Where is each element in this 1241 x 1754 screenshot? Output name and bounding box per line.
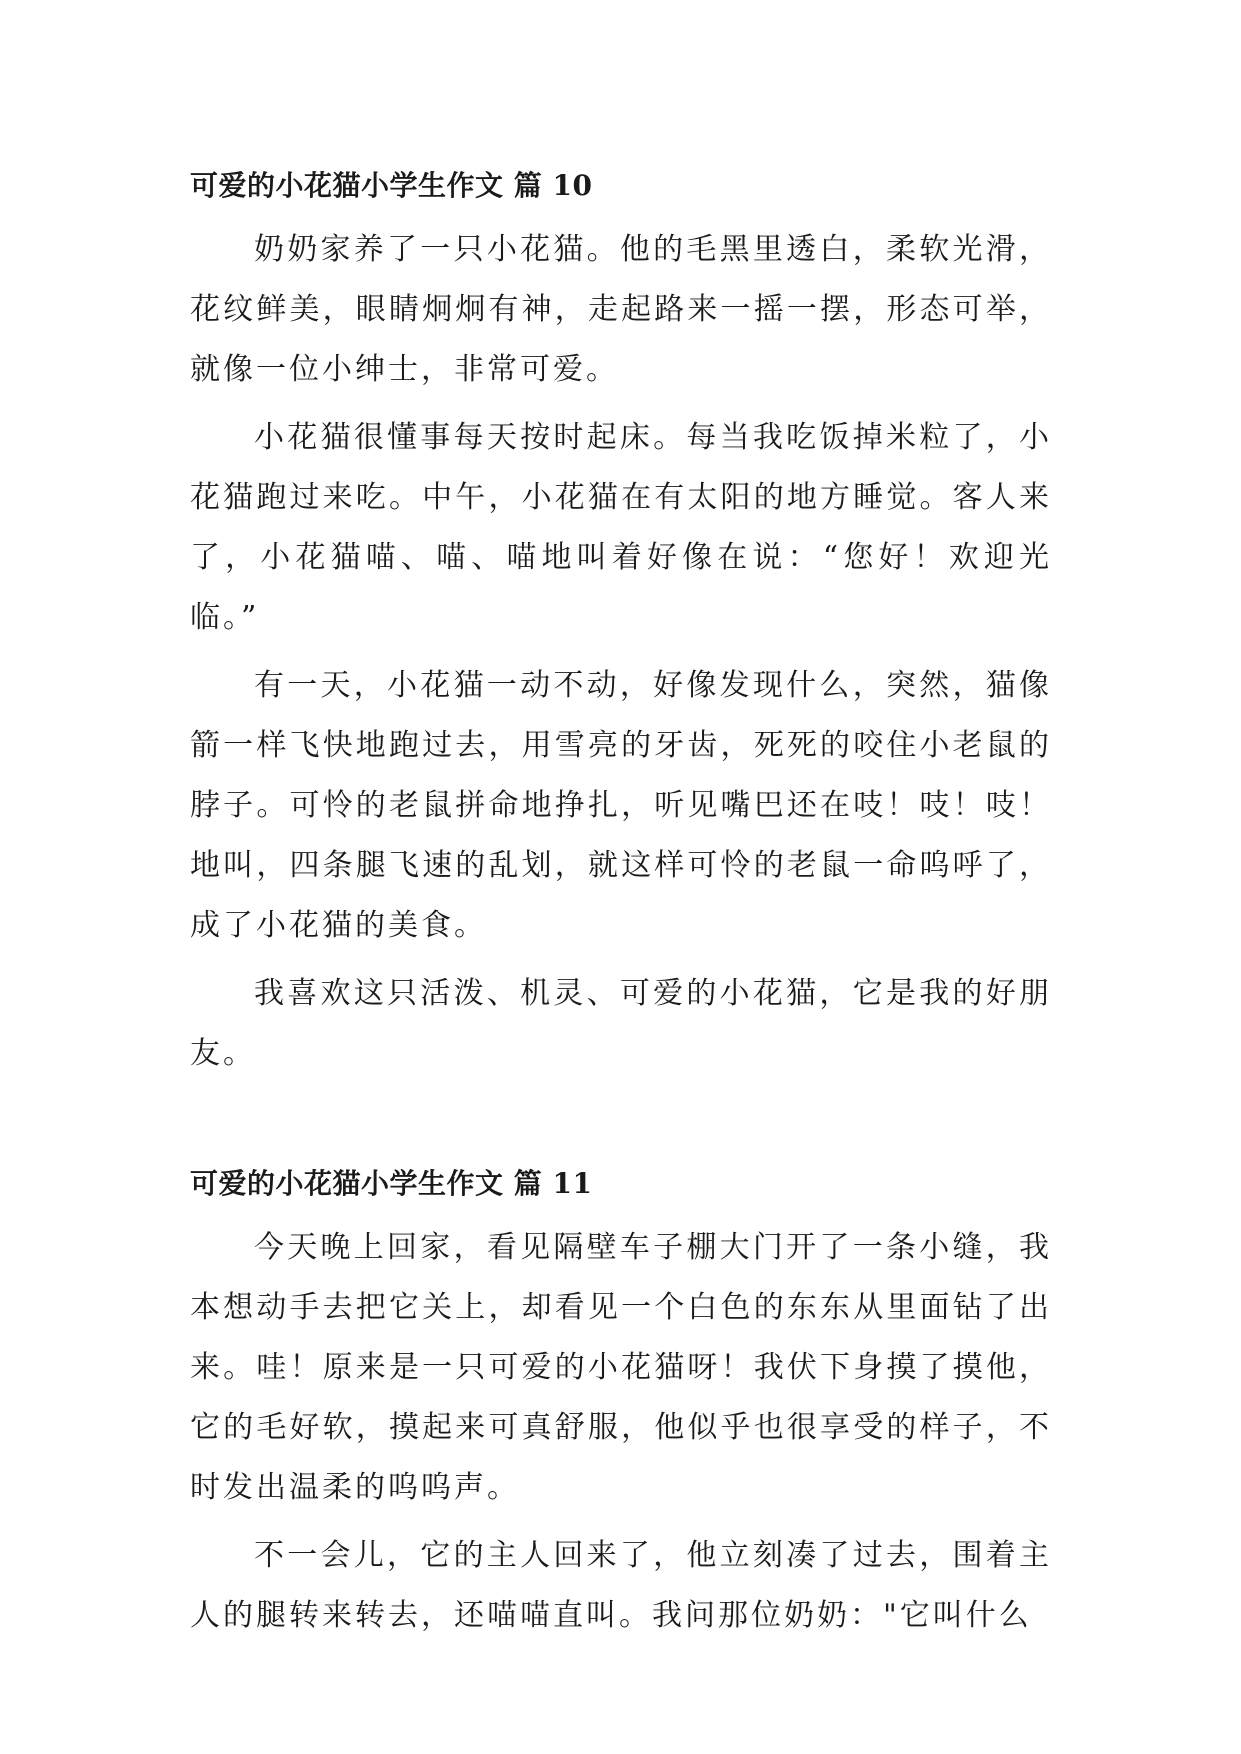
paragraph: 小花猫很懂事每天按时起床。每当我吃饭掉米粒了，小花猫跑过来吃。中午，小花猫在有太阳的地方睡觉。客人来了，小花猫喵、喵、喵地叫着好像在说：“您好！欢迎光临。” <box>190 420 1052 635</box>
document-body <box>190 162 1052 1646</box>
section-heading-11: 可爱的小花猫小学生作文 篇 11 <box>190 1167 593 1200</box>
section-heading-10: 可爱的小花猫小学生作文 篇 10 <box>190 169 593 202</box>
paragraph: 不一会儿，它的主人回来了，他立刻凑了过去，围着主人的腿转来转去，还喵喵直叫。我问那位奶奶："它叫什么 <box>190 1538 1052 1633</box>
paragraph: 奶奶家养了一只小花猫。他的毛黑里透白，柔软光滑，花纹鲜美，眼睛炯炯有神，走起路来一摇一摆，形态可举，就像一位小绅士，非常可爱。 <box>190 232 1052 387</box>
paragraph: 今天晚上回家，看见隔壁车子棚大门开了一条小缝，我本想动手去把它关上，却看见一个白色的东东从里面钻了出来。哇！原来是一只可爱的小花猫呀！我伏下身摸了摸他，它的毛好软，摸起来可真舒服，他似乎也很享受的样子，不时发出温柔的呜呜声。 <box>190 1230 1052 1505</box>
paragraph: 我喜欢这只活泼、机灵、可爱的小花猫，它是我的好朋友。 <box>190 976 1052 1071</box>
paragraph: 有一天，小花猫一动不动，好像发现什么，突然，猫像箭一样飞快地跑过去，用雪亮的牙齿，死死的咬住小老鼠的脖子。可怜的老鼠拼命地挣扎，听见嘴巴还在吱！吱！吱！地叫，四条腿飞速的乱划，就这样可怜的老鼠一命呜呼了，成了小花猫的美食。 <box>190 668 1052 943</box>
section-spacer <box>190 1084 1052 1160</box>
